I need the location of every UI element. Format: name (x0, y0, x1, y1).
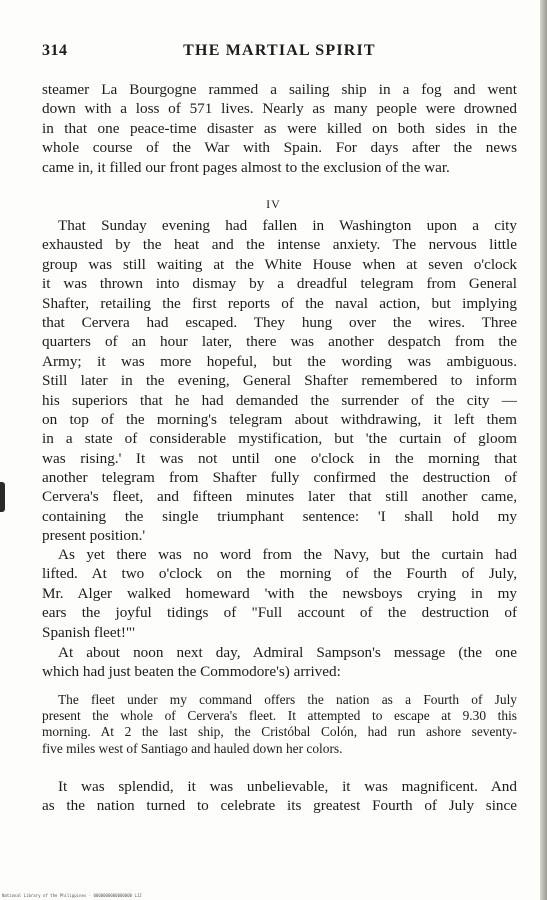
quote-line: morning. At 2 the last ship, the Cristóbal Colón, had run ashore seventy- (42, 724, 517, 740)
text-line: containing the single triumphant sentence: 'I shall hold my (42, 507, 517, 525)
text-line: Cervera's fleet, and fifteen minutes later that still another came, (42, 488, 517, 506)
text-line: in that one peace-time disaster as were killed on both sides in the (42, 119, 517, 137)
text-line: That Sunday evening had fallen in Washington upon a city (58, 217, 517, 234)
text-line: was rising.' It was not until one o'clock in the morning that (42, 449, 517, 467)
text-line: as the nation turned to celebrate its greatest Fourth of July since (42, 797, 517, 815)
quote-line: five miles west of Santiago and hauled down her colors. (42, 740, 343, 756)
text-line: ears the joyful tidings of "Full account of the destruction of (42, 604, 517, 622)
text-line: that Cervera had escaped. They hung over the wires. Three (42, 313, 517, 331)
page-gutter-shadow (540, 0, 547, 900)
page-number: 314 (42, 42, 68, 59)
text-line: came in, it filled our front pages almost to the exclusion of the war. (42, 158, 450, 176)
text-line: steamer La Bourgogne rammed a sailing ship in a fog and went (42, 81, 517, 98)
text-line: another telegram from Shafter fully confirmed the destruction of (42, 469, 517, 487)
paragraph-4 (42, 643, 517, 682)
page-edge-mark (0, 482, 5, 512)
text-line: Shafter, retailing the first reports of the naval action, but implying (42, 294, 517, 312)
text-line: present position.' (42, 527, 146, 545)
text-line: It was splendid, it was unbelievable, it was magnificent. And (58, 778, 517, 795)
text-line: on top of the morning's telegram about withdrawing, it left them (42, 410, 517, 428)
text-line: Army; it was more hopeful, but the wording was ambiguous. (42, 352, 517, 370)
block-quotation (42, 692, 517, 757)
text-line: in a state of considerable mystification, but 'the curtain of gloom (42, 430, 517, 448)
text-line: Still later in the evening, General Shafter remembered to inform (42, 372, 517, 390)
quote-line: present the whole of Cervera's fleet. It attempted to escape at 9.30 this (42, 708, 517, 724)
paragraph-5 (42, 777, 517, 816)
text-line: his superiors that he had demanded the surrender of the city — (42, 391, 517, 409)
paragraph-3 (42, 545, 517, 642)
library-scan-stamp: National Library of the Philippines · 0000000000000000 LJJ (2, 893, 142, 898)
text-line: it was thrown into dismay by a dreadful telegram from General (42, 275, 517, 293)
text-line: Spanish fleet!"' (42, 623, 135, 641)
text-line: exhausted by the heat and the intense anxiety. The nervous little (42, 236, 517, 254)
text-line: group was still waiting at the White House when at seven o'clock (42, 255, 517, 273)
text-line: As yet there was no word from the Navy, but the curtain had (58, 546, 517, 563)
paragraph-2 (42, 216, 517, 546)
text-line: down with a loss of 571 lives. Nearly as many people were drowned (42, 100, 517, 118)
running-head (42, 42, 517, 66)
quote-line: The fleet under my command offers the nation as a Fourth of July (58, 692, 517, 707)
text-line: which had just beaten the Commodore's) arrived: (42, 663, 341, 681)
text-line: whole course of the War with Spain. For days after the news (42, 139, 517, 157)
text-line: Mr. Alger walked homeward 'with the newsboys crying in my (42, 584, 517, 602)
text-line: quarters of an hour later, there was another despatch from the (42, 333, 517, 351)
running-title: THE MARTIAL SPIRIT (183, 42, 376, 59)
text-line: lifted. At two o'clock on the morning of the Fourth of July, (42, 565, 517, 583)
section-numeral: IV (266, 197, 281, 211)
text-line: At about noon next day, Admiral Sampson's message (the one (58, 644, 517, 661)
paragraph-1 (42, 80, 517, 177)
